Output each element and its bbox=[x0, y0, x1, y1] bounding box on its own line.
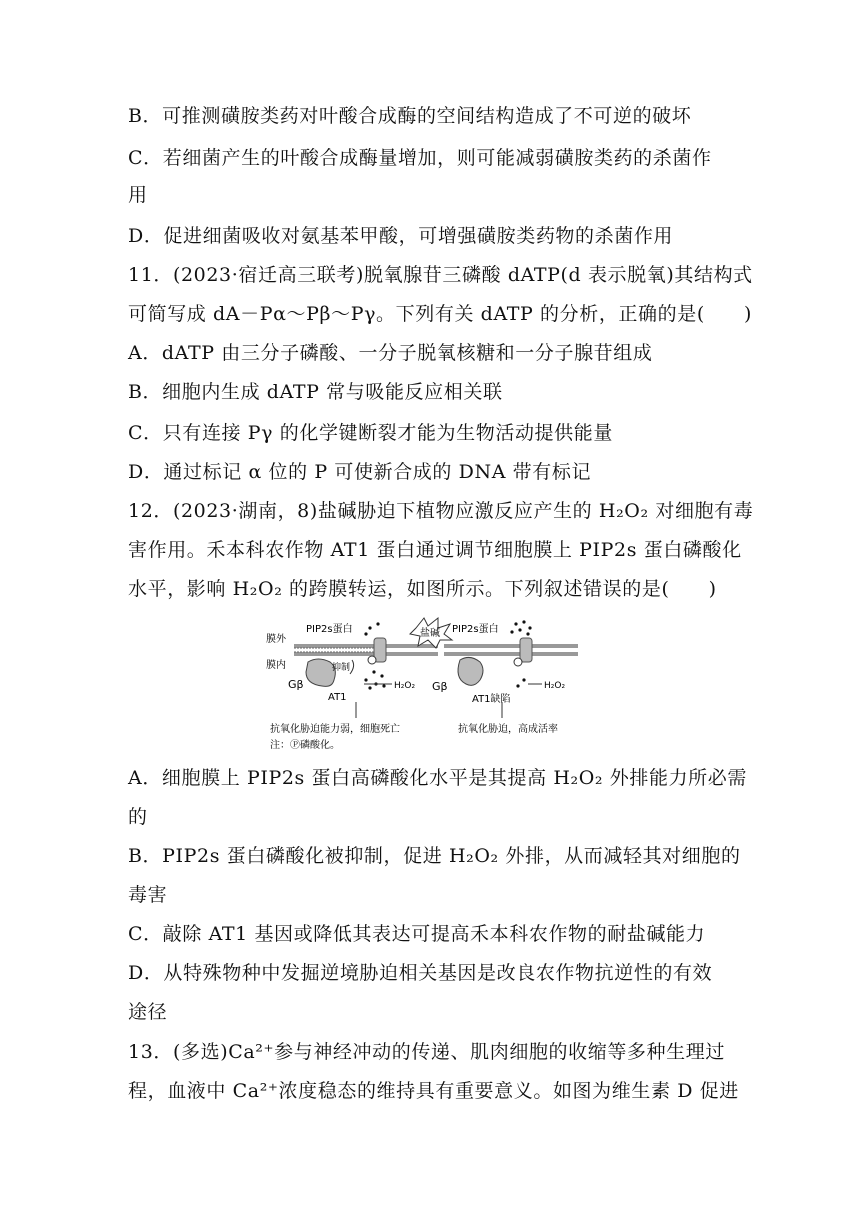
text-line: C．若细菌产生的叶酸合成酶量增加，则可能减弱磺胺类药的杀菌作 bbox=[128, 147, 712, 169]
option-d: D．通过标记 α 位的 P 可使新合成的 DNA 带有标记 bbox=[128, 461, 592, 483]
at1-defect-label: AT1缺陷 bbox=[472, 694, 511, 705]
h2o2-right-label: H₂O₂ bbox=[544, 681, 566, 691]
option-b: B．细胞内生成 dATP 常与吸能反应相关联 bbox=[128, 381, 503, 403]
gbeta-right-label: Gβ bbox=[432, 680, 448, 693]
h2o2-left-label: H₂O₂ bbox=[394, 681, 416, 691]
salt-label: 盐碱 bbox=[420, 628, 440, 639]
inhibit-arrow-icon bbox=[350, 660, 354, 674]
membrane-left bbox=[294, 644, 376, 656]
label-inside: 膜内 bbox=[266, 660, 286, 671]
membrane-figure bbox=[266, 614, 596, 754]
pip2s-channel-right bbox=[520, 638, 532, 662]
at1-label: AT1 bbox=[328, 692, 347, 703]
option-c: C．敲除 AT1 基因或降低其表达可提高禾本科农作物的耐盐碱能力 bbox=[128, 923, 706, 945]
text-line: 用 bbox=[128, 184, 148, 206]
text-line: D．促进细菌吸收对氨基苯甲酸，可增强磺胺类药物的杀菌作用 bbox=[128, 225, 674, 247]
membrane-right bbox=[444, 644, 578, 656]
phospho-icon bbox=[514, 658, 522, 666]
question-13-stem: 13．(多选)Ca²⁺参与神经冲动的传递、肌肉细胞的收缩等多种生理过 bbox=[128, 1041, 725, 1063]
question-12-stem: 水平，影响 H₂O₂ 的跨膜转运，如图所示。下列叙述错误的是( ) bbox=[128, 578, 717, 600]
question-11-stem: 11．(2023·宿迁高三联考)脱氧腺苷三磷酸 dATP(d 表示脱氧)其结构式 bbox=[128, 264, 753, 286]
option-c: C．只有连接 Pγ 的化学键断裂才能为生物活动提供能量 bbox=[128, 422, 613, 444]
text-line: 途径 bbox=[128, 1001, 168, 1023]
membrane-left-2 bbox=[384, 644, 438, 656]
result-right-label: 抗氧化胁迫，高成活率 bbox=[458, 724, 558, 735]
at1-defect-protein-right bbox=[458, 657, 483, 685]
inhibit-label: 抑制 bbox=[332, 663, 351, 673]
text-line: 的 bbox=[128, 806, 148, 828]
text-line: B．可推测磺胺类药对叶酸合成酶的空间结构造成了不可逆的破坏 bbox=[128, 105, 692, 127]
figure-note: 注：Ⓟ磷酸化。 bbox=[270, 740, 340, 751]
text-line: 毒害 bbox=[128, 884, 168, 906]
question-11-stem: 可简写成 dA－Pα～Pβ～Pγ。下列有关 dATP 的分析，正确的是( ) bbox=[128, 303, 753, 325]
question-12-stem: 12．(2023·湖南，8)盐碱胁迫下植物应激反应产生的 H₂O₂ 对细胞有毒 bbox=[128, 500, 754, 522]
option-d: D．从特殊物种中发掘逆境胁迫相关基因是改良农作物抗逆性的有效 bbox=[128, 962, 713, 984]
protein-left-label: PIP2s蛋白 bbox=[306, 624, 353, 635]
result-left-label: 抗氧化胁迫能力弱，细胞死亡 bbox=[270, 724, 400, 735]
label-outside: 膜外 bbox=[266, 634, 286, 645]
protein-right-label: PIP2s蛋白 bbox=[452, 624, 499, 635]
at1-protein-left bbox=[306, 659, 335, 686]
option-a: A．细胞膜上 PIP2s 蛋白高磷酸化水平是其提高 H₂O₂ 外排能力所必需 bbox=[128, 767, 747, 789]
question-12-stem: 害作用。禾本科农作物 AT1 蛋白通过调节细胞膜上 PIP2s 蛋白磷酸化 bbox=[128, 539, 742, 561]
gbeta-left-label: Gβ bbox=[288, 678, 304, 691]
option-b: B．PIP2s 蛋白磷酸化被抑制，促进 H₂O₂ 外排，从而减轻其对细胞的 bbox=[128, 845, 741, 867]
phospho-icon bbox=[368, 656, 376, 664]
option-a: A．dATP 由三分子磷酸、一分子脱氧核糖和一分子腺苷组成 bbox=[128, 342, 653, 364]
question-13-stem: 程，血液中 Ca²⁺浓度稳态的维持具有重要意义。如图为维生素 D 促进 bbox=[128, 1080, 739, 1102]
